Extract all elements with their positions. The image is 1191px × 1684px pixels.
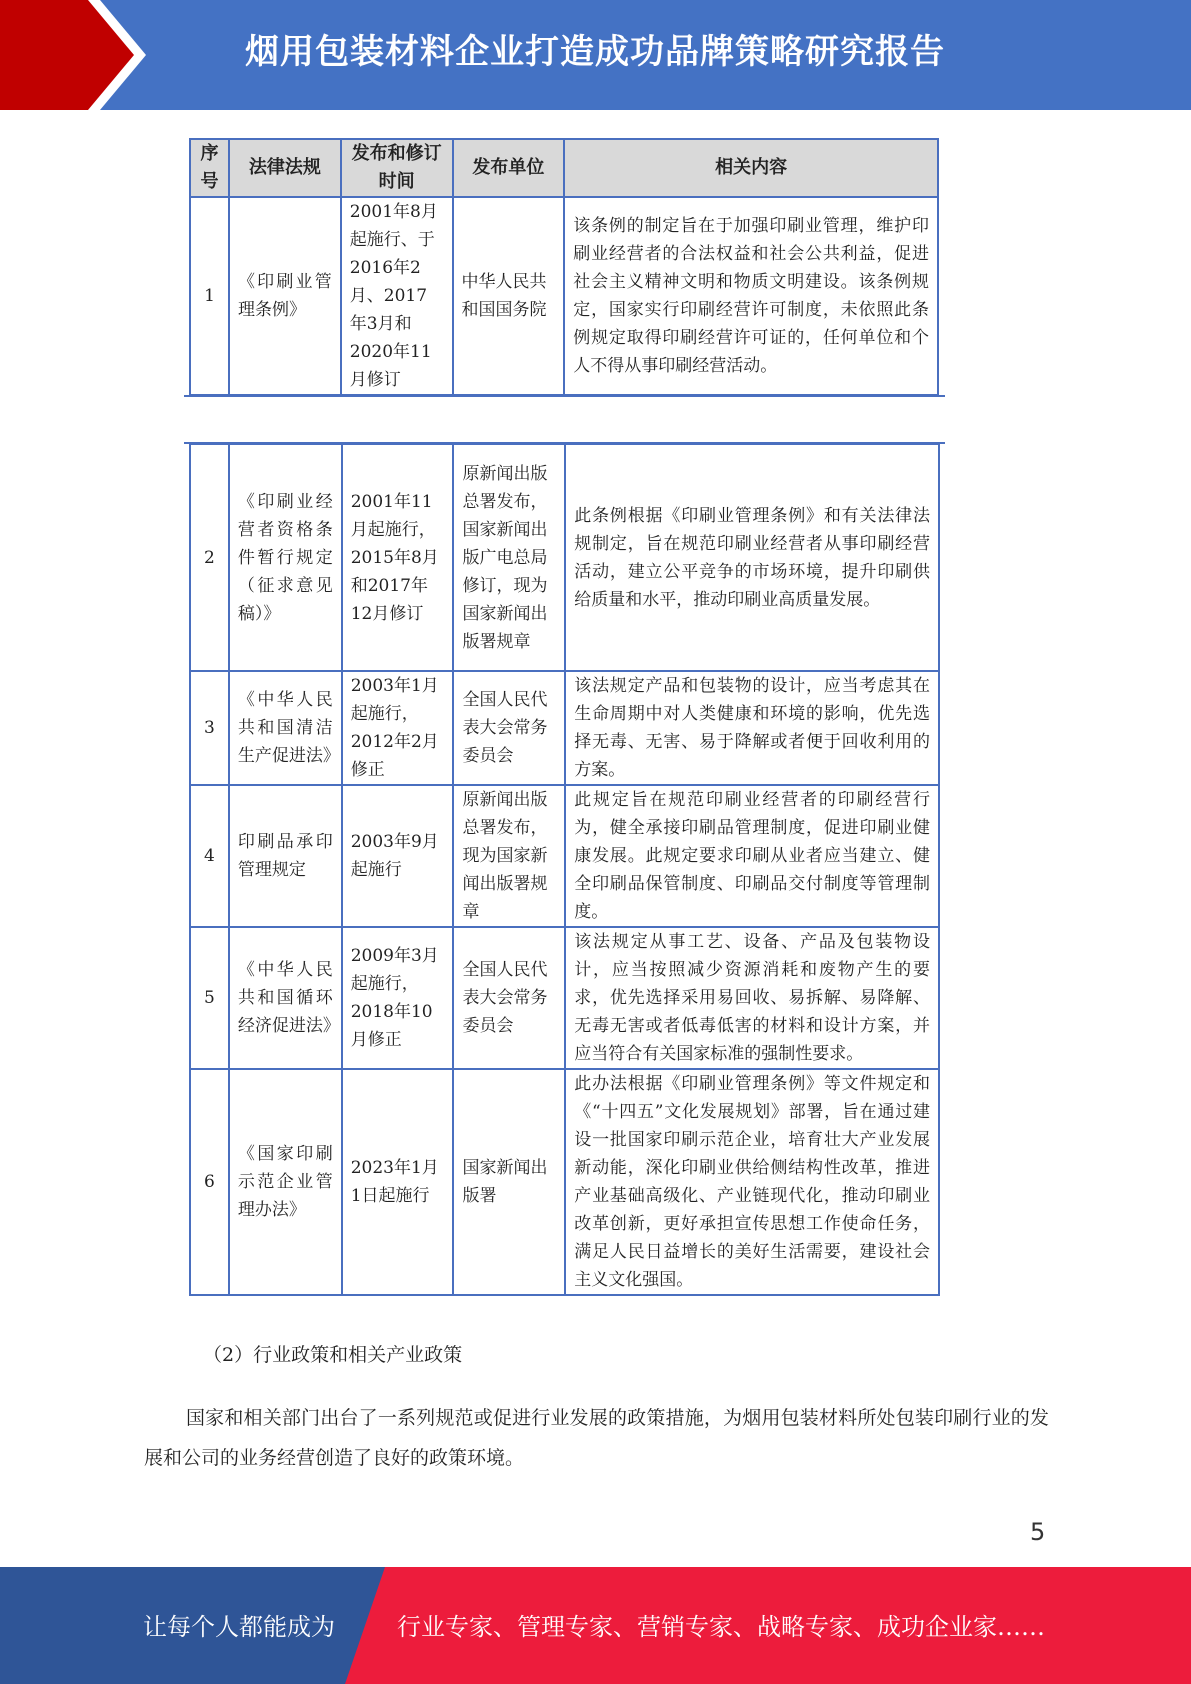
row-law-name: 《中华人民共和国循环经济促进法》: [229, 927, 342, 1069]
row-issuer: 全国人民代表大会常务委员会: [453, 671, 565, 785]
row-law-name: 印刷品承印管理规定: [229, 785, 342, 927]
row-number: 1: [190, 197, 229, 395]
section-heading: （2）行业政策和相关产业政策: [203, 1344, 463, 1366]
row-issuer: 中华人民共和国国务院: [453, 197, 565, 395]
row-law-name: 《印刷业管理条例》: [229, 197, 341, 395]
row-issuer: 原新闻出版总署发布，国家新闻出版广电总局修订，现为国家新闻出版署规章: [453, 444, 565, 671]
row-law-name: 《中华人民共和国清洁生产促进法》: [229, 671, 342, 785]
table-row: [190, 927, 939, 1069]
row-time: 2009年3月起施行，2018年10月修正: [342, 927, 454, 1069]
page-footer: [0, 1567, 1191, 1684]
row-content: 此规定旨在规范印刷业经营者的印刷经营行为，健全承接印刷品管理制度，促进印刷业健康发展。此规定要求印刷从业者应当建立、健全印刷品保管制度、印刷品交付制度等管理制度。: [565, 785, 939, 927]
body-paragraph: 国家和相关部门出台了一系列规范或促进行业发展的政策措施，为烟用包装材料所处包装印刷行业的发展和公司的业务经营创造了良好的政策环境。: [144, 1407, 1049, 1469]
row-law-name: 《印刷业经营者资格条件暂行规定（征求意见稿）》: [229, 444, 342, 671]
header-time: 发布和修订时间: [341, 139, 453, 197]
header-red-chevron: [0, 0, 150, 110]
row-issuer: 原新闻出版总署发布，现为国家新闻出版署规章: [453, 785, 565, 927]
row-content: 该条例的制定旨在于加强印刷业管理，维护印刷业经营者的合法权益和社会公共利益，促进社会主义精神文明和物质文明建设。该条例规定，国家实行印刷经营许可制度，未依照此条例规定取得印刷经营许可证的，任何单位和个人不得从事印刷经营活动。: [564, 197, 938, 395]
row-time: 2001年11月起施行，2015年8月和2017年12月修订: [342, 444, 454, 671]
table-row: [190, 1069, 939, 1295]
table-bottom-rule: [184, 395, 945, 397]
row-number: 3: [190, 671, 229, 785]
header-issuer: 发布单位: [453, 139, 565, 197]
row-number: 2: [190, 444, 229, 671]
page-header: [0, 0, 1191, 110]
row-issuer: 国家新闻出版署: [453, 1069, 565, 1295]
row-number: 6: [190, 1069, 229, 1295]
row-time: 2003年9月起施行: [342, 785, 454, 927]
table-header-row: [190, 139, 938, 197]
row-time: 2001年8月起施行、于2016年2月、2017年3月和2020年11月修订: [341, 197, 453, 395]
row-content: 此条例根据《印刷业管理条例》和有关法律法规制定，旨在规范印刷业经营者从事印刷经营活动，建立公平竞争的市场环境，提升印刷供给质量和水平，推动印刷业高质量发展。: [565, 444, 939, 671]
row-time: 2023年1月1日起施行: [342, 1069, 454, 1295]
report-title: 烟用包装材料企业打造成功品牌策略研究报告: [245, 32, 945, 72]
table-row: [190, 671, 939, 785]
table-row: [190, 197, 938, 395]
row-content: 该法规定产品和包装物的设计，应当考虑其在生命周期中对人类健康和环境的影响，优先选择无毒、无害、易于降解或者便于回收利用的方案。: [565, 671, 939, 785]
row-issuer: 全国人民代表大会常务委员会: [453, 927, 565, 1069]
regulations-table-part-2: [189, 443, 940, 1296]
header-no: 序号: [190, 139, 229, 197]
row-number: 5: [190, 927, 229, 1069]
row-content: 此办法根据《印刷业管理条例》等文件规定和《“十四五”文化发展规划》部署，旨在通过建设一批国家印刷示范企业，培育壮大产业发展新动能，深化印刷业供给侧结构性改革，推进产业基础高级化、产业链现代化，推动印刷业改革创新，更好承担宣传思想工作使命任务，满足人民日益增长的美好生活需要，建设社会主义文化强国。: [565, 1069, 939, 1295]
footer-slogan-left: 让每个人都能成为: [143, 1613, 335, 1641]
footer-slogan-right: 行业专家、管理专家、营销专家、战略专家、成功企业家……: [397, 1613, 1045, 1641]
page-number: 5: [1030, 1518, 1046, 1546]
table-row: [190, 785, 939, 927]
header-law: 法律法规: [229, 139, 341, 197]
row-content: 该法规定从事工艺、设备、产品及包装物设计，应当按照减少资源消耗和废物产生的要求，优先选择采用易回收、易拆解、易降解、无毒无害或者低毒低害的材料和设计方案，并应当符合有关国家标准的强制性要求。: [565, 927, 939, 1069]
row-number: 4: [190, 785, 229, 927]
row-law-name: 《国家印刷示范企业管理办法》: [229, 1069, 342, 1295]
table-row: [190, 444, 939, 671]
regulations-table-part-1: [189, 138, 939, 396]
header-content: 相关内容: [564, 139, 938, 197]
row-time: 2003年1月起施行，2012年2月修正: [342, 671, 454, 785]
